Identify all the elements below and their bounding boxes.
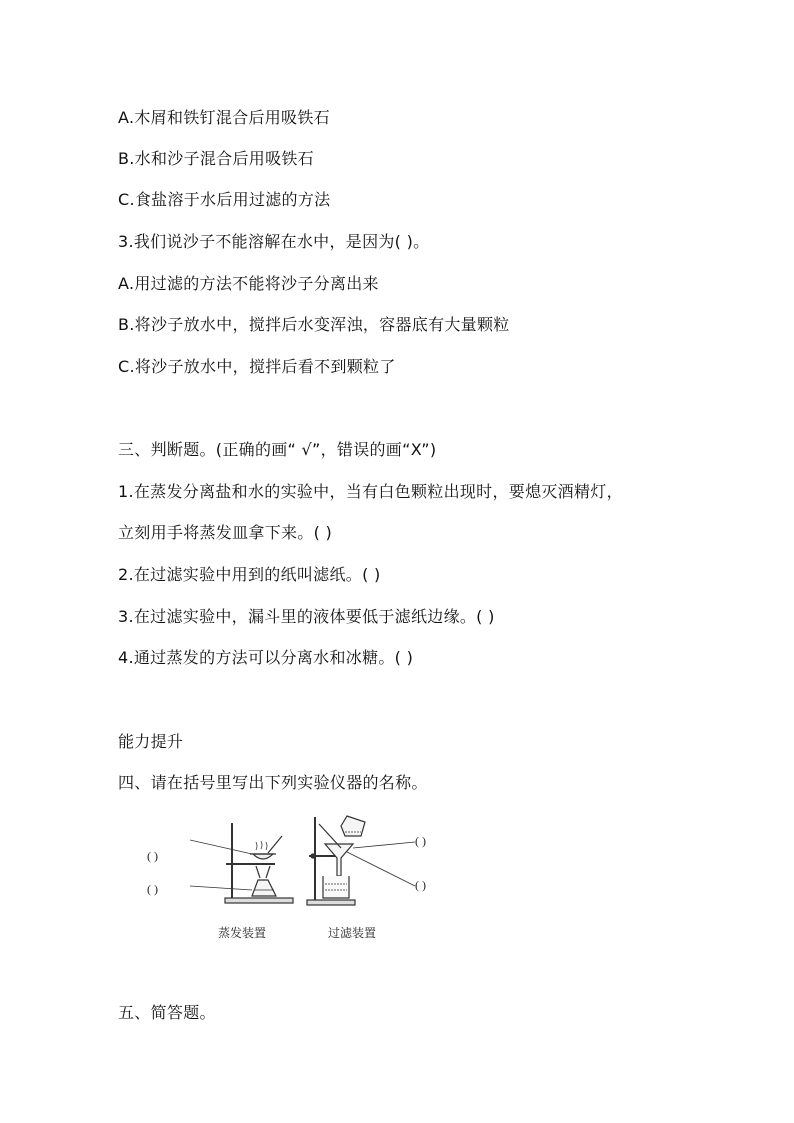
- evaporation-caption: 蒸发装置: [218, 926, 267, 940]
- apparatus-figure: [135, 812, 475, 947]
- evaporation-blank-1[interactable]: ( ): [147, 849, 158, 863]
- q3-option-b: B.将沙子放水中，搅拌后水变浑浊，容器底有大量颗粒: [118, 315, 510, 334]
- section4-title: 四、请在括号里写出下列实验仪器的名称。: [118, 773, 428, 792]
- q3-option-c: C.将沙子放水中，搅拌后看不到颗粒了: [118, 357, 396, 376]
- evaporation-apparatus-icon: [190, 820, 300, 910]
- section5-title: 五、简答题。: [118, 1003, 216, 1022]
- filtration-blank-1[interactable]: ( ): [415, 834, 426, 848]
- judge-item-3: 3.在过滤实验中，漏斗里的液体要低于滤纸边缘。( ): [118, 607, 495, 626]
- filtration-caption: 过滤装置: [328, 926, 377, 940]
- filtration-apparatus-icon: [297, 812, 467, 912]
- ability-title: 能力提升: [118, 732, 184, 751]
- judge-item-1: 1.在蒸发分离盐和水的实验中，当有白色颗粒出现时，要熄灭酒精灯，: [118, 482, 623, 501]
- q2-option-a: A.木屑和铁钉混合后用吸铁石: [118, 108, 330, 127]
- judge-item-4: 4.通过蒸发的方法可以分离水和冰糖。( ): [118, 648, 414, 667]
- q2-option-b: B.水和沙子混合后用吸铁石: [118, 149, 314, 168]
- section3-title: 三、判断题。(正确的画“ √”，错误的画“X”): [118, 440, 437, 459]
- judge-item-2: 2.在过滤实验中用到的纸叫滤纸。( ): [118, 565, 381, 584]
- evaporation-blank-2[interactable]: ( ): [147, 882, 158, 896]
- q3-option-a: A.用过滤的方法不能将沙子分离出来: [118, 274, 379, 293]
- q3-stem: 3.我们说沙子不能溶解在水中，是因为( )。: [118, 232, 430, 251]
- q2-option-c: C.食盐溶于水后用过滤的方法: [118, 190, 331, 209]
- judge-item-1-cont: 立刻用手将蒸发皿拿下来。( ): [118, 523, 333, 542]
- filtration-blank-2[interactable]: ( ): [415, 878, 426, 892]
